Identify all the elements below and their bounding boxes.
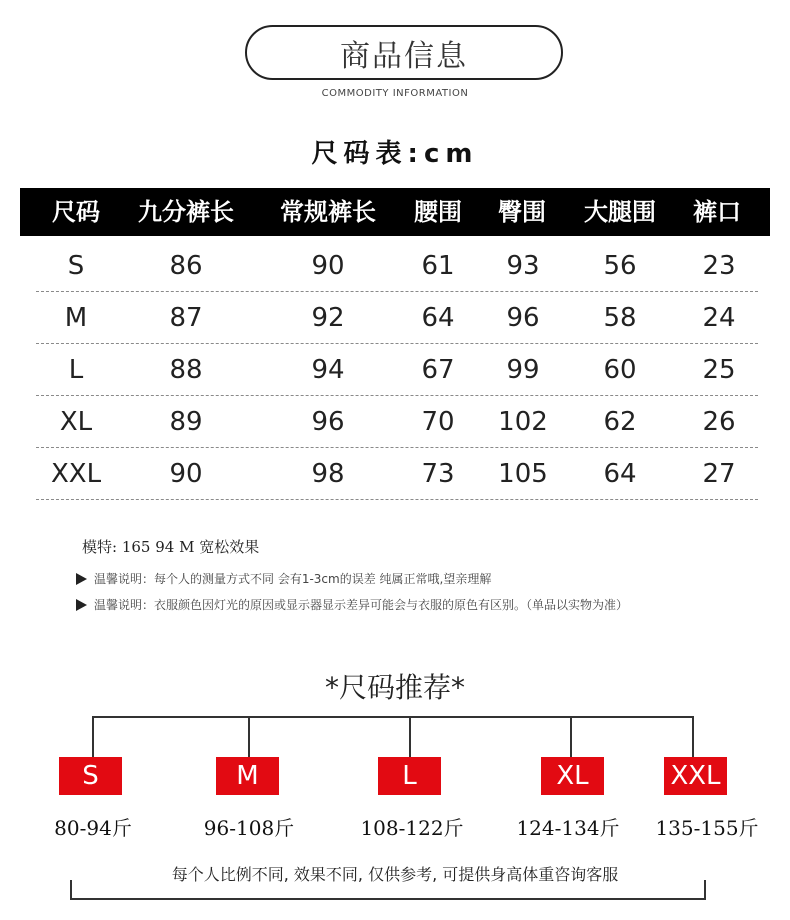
table-cell: 67	[421, 355, 455, 385]
table-cell: 25	[702, 355, 736, 385]
table-cell: 86	[169, 251, 203, 281]
note-line	[76, 596, 628, 613]
table-cell: L	[68, 355, 84, 385]
recommendation-connector-line	[92, 716, 694, 718]
table-cell: 98	[311, 459, 345, 489]
table-cell: 62	[603, 407, 637, 437]
table-row	[36, 344, 758, 396]
size-badge-xl: XL	[541, 757, 604, 795]
note-text: 温馨说明：每个人的测量方式不同 会有1-3cm的误差 纯属正常哦,望亲理解	[94, 572, 492, 586]
table-cell: 60	[603, 355, 637, 385]
recommendation-connector-line	[92, 716, 94, 758]
size-badge-l: L	[378, 757, 441, 795]
table-cell: 90	[311, 251, 345, 281]
table-cell: 64	[421, 303, 455, 333]
table-cell: 96	[506, 303, 540, 333]
weight-range: 135-155斤	[655, 816, 759, 840]
section-title-pill	[245, 25, 563, 80]
weight-range: 96-108斤	[203, 816, 295, 840]
column-header-hip: 臀围	[498, 198, 546, 226]
table-cell: 24	[702, 303, 736, 333]
footer-disclaimer: 每个人比例不同, 效果不同, 仅供参考, 可提供身高体重咨询客服	[171, 865, 619, 884]
table-cell: 58	[603, 303, 637, 333]
table-cell: XXL	[50, 459, 102, 489]
table-cell: M	[64, 303, 88, 333]
table-cell: 93	[506, 251, 540, 281]
note-text: 温馨说明：衣服颜色因灯光的原因或显示器显示差异可能会与衣服的原色有区别。（单品以实物为准）	[94, 598, 629, 612]
recommendation-title: *尺码推荐*	[324, 671, 465, 704]
table-cell: 70	[421, 407, 455, 437]
table-cell: XL	[59, 407, 93, 437]
model-info: 模特: 165 94 M 宽松效果	[82, 538, 260, 556]
size-badge-xxl: XXL	[664, 757, 727, 795]
table-cell: 92	[311, 303, 345, 333]
table-cell: 90	[169, 459, 203, 489]
table-cell: 94	[311, 355, 345, 385]
recommendation-connector-line	[570, 716, 572, 758]
size-badge-s: S	[59, 757, 122, 795]
table-cell: S	[67, 251, 85, 281]
triangle-bullet-icon	[76, 599, 87, 611]
table-cell: 102	[498, 407, 548, 437]
column-header-size: 尺码	[52, 198, 100, 226]
table-cell: 99	[506, 355, 540, 385]
size-table-title: 尺码表:cm	[311, 139, 479, 169]
table-cell: 56	[603, 251, 637, 281]
table-row	[36, 292, 758, 344]
column-header-leg-opening: 裤口	[693, 198, 741, 226]
section-title: 商品信息	[340, 38, 468, 74]
column-header-regular-length: 常规裤长	[280, 198, 376, 226]
table-row	[36, 396, 758, 448]
table-cell: 89	[169, 407, 203, 437]
weight-range: 108-122斤	[360, 816, 464, 840]
size-table-header	[20, 188, 770, 236]
table-row	[36, 240, 758, 292]
footer-bracket-line	[70, 880, 72, 900]
triangle-bullet-icon	[76, 573, 87, 585]
section-subtitle: COMMODITY INFORMATION	[321, 88, 469, 99]
table-row	[36, 448, 758, 500]
footer-bracket-line	[70, 898, 706, 900]
table-cell: 73	[421, 459, 455, 489]
table-cell: 105	[498, 459, 548, 489]
column-header-cropped-length: 九分裤长	[138, 198, 234, 226]
size-badge-m: M	[216, 757, 279, 795]
weight-range: 80-94斤	[54, 816, 132, 840]
table-cell: 64	[603, 459, 637, 489]
recommendation-connector-line	[248, 716, 250, 758]
weight-range: 124-134斤	[516, 816, 620, 840]
table-cell: 96	[311, 407, 345, 437]
note-line	[76, 570, 491, 587]
recommendation-connector-line	[409, 716, 411, 758]
table-cell: 23	[702, 251, 736, 281]
column-header-thigh: 大腿围	[584, 198, 656, 226]
column-header-waist: 腰围	[414, 198, 462, 226]
table-cell: 61	[421, 251, 455, 281]
table-cell: 88	[169, 355, 203, 385]
table-cell: 87	[169, 303, 203, 333]
footer-bracket-line	[704, 880, 706, 900]
table-cell: 26	[702, 407, 736, 437]
table-cell: 27	[702, 459, 736, 489]
recommendation-connector-line	[692, 716, 694, 758]
